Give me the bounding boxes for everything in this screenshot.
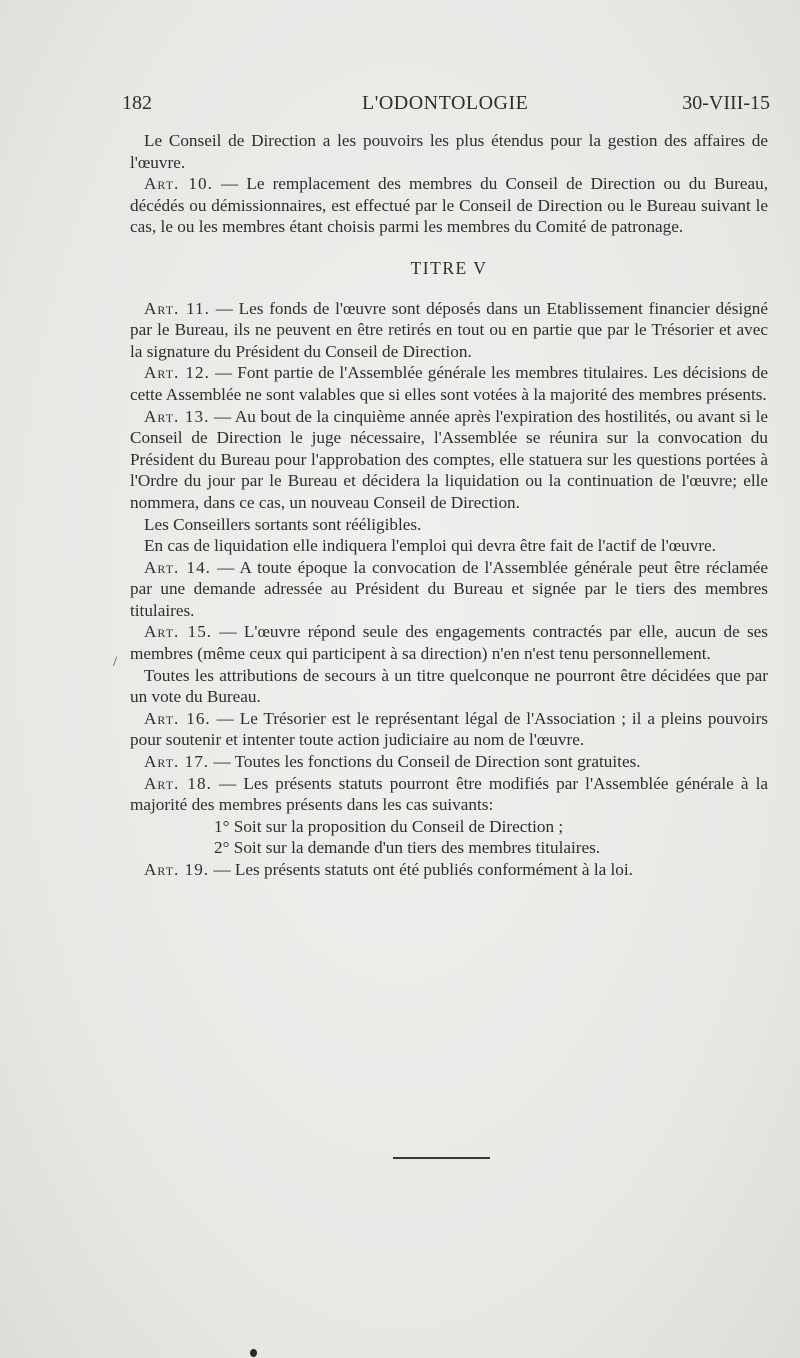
article-label: Art. 17. — [144, 752, 210, 772]
article-10 — [130, 173, 768, 238]
paragraph-attributions: Toutes les attributions de secours à un titre quelconque ne pourront être décidées que par un vote du Bureau. — [130, 665, 768, 707]
article-label: Art. 18. — [144, 773, 212, 793]
article-label: Art. 16. — [144, 708, 211, 728]
margin-mark: / — [113, 654, 118, 670]
article-text: — Toutes les fonctions du Conseil de Direction sont gratuites. — [209, 752, 641, 772]
paragraph-liquidation: En cas de liquidation elle indiquera l'emploi qui devra être fait de l'actif de l'œuvre. — [144, 536, 716, 556]
article-12 — [130, 362, 768, 405]
article-14 — [130, 557, 768, 622]
page-number: 182 — [122, 92, 152, 114]
list-item: 1° Soit sur la proposition du Conseil de Direction ; — [214, 816, 564, 836]
list-item: 2° Soit sur la demande d'un tiers des membres titulaires. — [214, 838, 601, 858]
article-text: — Au bout de la cinquième année après l'expiration des hostilités, ou avant si le Conseil de Direction le juge nécessaire, l'Assemblée se réunira sur la convocation du Président du Bureau pour l'approbation des comptes, elle statuera sur les questions portées à l'Ordre du jour par le Bureau et décidera la liquidation ou la continuation de l'œuvre; elle nommera, dans ce cas, un nouveau Conseil de Direction. — [130, 406, 768, 512]
article-text: — Les présents statuts ont été publiés conformément à la loi. — [209, 860, 633, 879]
issue-date: 30-VIII-15 — [682, 92, 770, 114]
running-header — [122, 92, 770, 122]
article-label: Art. 12. — [144, 363, 210, 383]
article-text: — Le Trésorier est le représentant légal de l'Association ; il a pleins pouvoirs pour soutenir et intenter toute action judiciaire au nom de l'œuvre. — [130, 708, 768, 750]
article-17 — [130, 751, 768, 773]
article-text: — Le remplacement des membres du Conseil de Direction ou du Bureau, décédés ou démissionnaires, est effectué par le Conseil de Direction ou le Bureau suivant le cas, le ou les membres étant choisis parmi les membres du Comité de patronage. — [130, 174, 768, 237]
article-text: — Les fonds de l'œuvre sont déposés dans un Etablissement financier désigné par le Bureau, ils ne peuvent en être retirés en tout ou en partie que par le Trésorier et avec la signature du Président du Conseil de Direction. — [130, 298, 769, 361]
article-label: Art. 10. — [144, 174, 213, 194]
article-text: — Font partie de l'Assemblée générale les membres titulaires. Les décisions de cette Assemblée ne sont valables que si elles sont votées à la majorité des membres présents. — [130, 363, 769, 404]
journal-title: L'ODONTOLOGIE — [362, 92, 529, 114]
paragraph-conseillers: Les Conseillers sortants sont rééligibles. — [144, 514, 422, 534]
article-text: — A toute époque la convocation de l'Assemblée générale peut être réclamée par une demande adressée au Président du Bureau et signée par le tiers des membres titulaires. — [130, 557, 768, 620]
article-19 — [130, 859, 768, 881]
closing-rule-divider — [393, 1157, 490, 1159]
article-label: Art. 11. — [144, 298, 210, 318]
article-18 — [130, 773, 768, 816]
article-15 — [130, 621, 768, 664]
ink-speck — [250, 1349, 257, 1357]
paragraph-conseil-pouvoirs: Le Conseil de Direction a les pouvoirs les plus étendus pour la gestion des affaires de l'œuvre. — [130, 131, 768, 172]
article-label: Art. 13. — [144, 406, 210, 426]
section-heading: TITRE V — [410, 257, 488, 278]
article-label: Art. 15. — [144, 622, 213, 642]
body-text — [130, 130, 768, 881]
article-16 — [130, 708, 768, 751]
article-text: — Les présents statuts pourront être modifiés par l'Assemblée générale à la majorité des membres présents dans les cas suivants: — [130, 773, 769, 815]
article-11 — [130, 298, 768, 363]
article-13 — [130, 406, 768, 514]
article-label: Art. 14. — [144, 557, 211, 577]
article-text: — L'œuvre répond seule des engagements contractés par elle, aucun de ses membres (même ceux qui participent à sa direction) n'en n'est tenu personnellement. — [130, 622, 768, 664]
article-label: Art. 19. — [144, 860, 210, 879]
